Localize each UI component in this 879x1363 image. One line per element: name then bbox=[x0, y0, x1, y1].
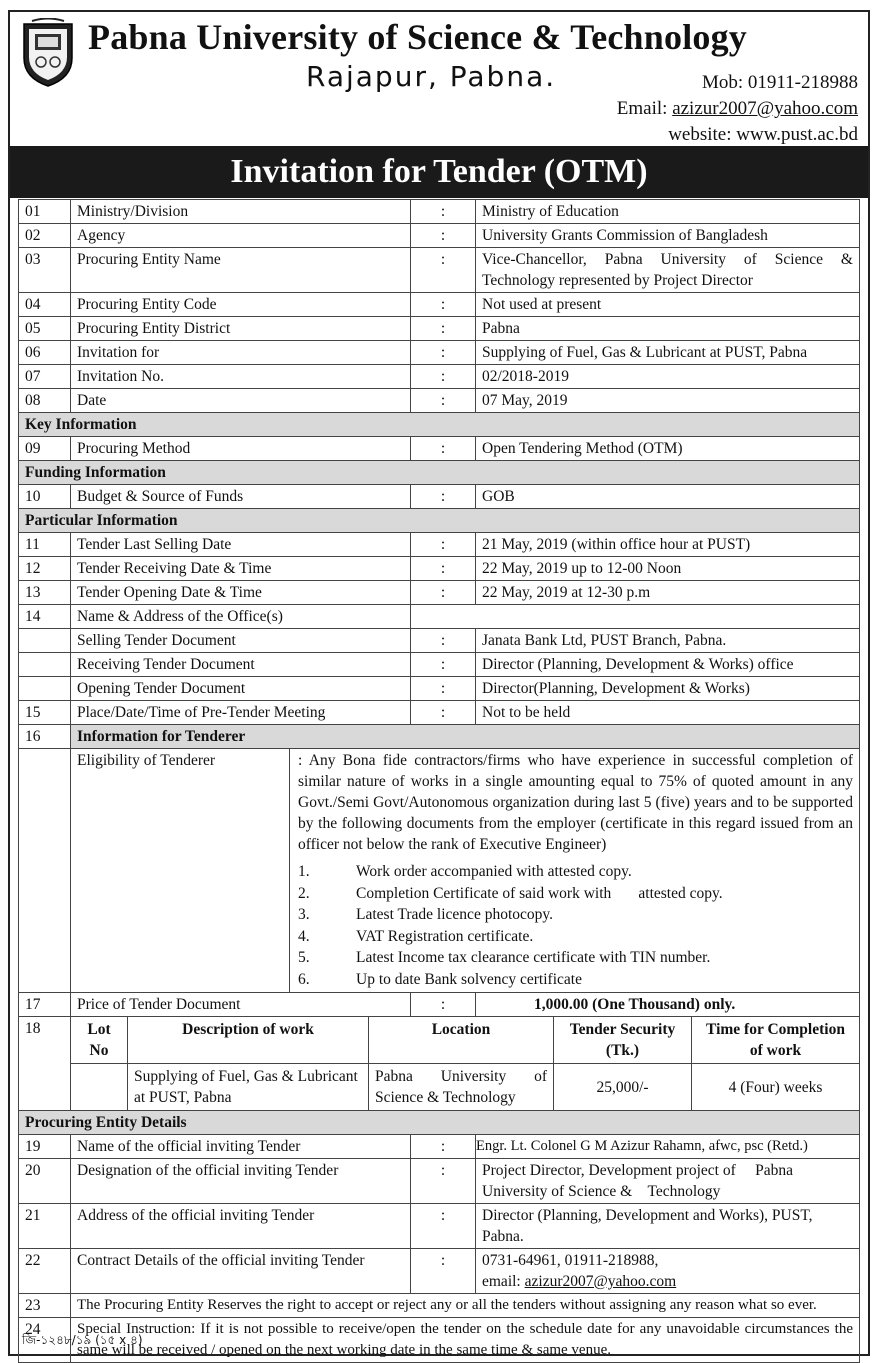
empty-cell bbox=[19, 677, 71, 701]
list-item bbox=[298, 861, 853, 883]
colon: : bbox=[411, 533, 476, 557]
colon: : bbox=[411, 200, 476, 224]
table-row bbox=[19, 317, 860, 341]
table-row bbox=[19, 993, 860, 1017]
row-number: 19 bbox=[19, 1135, 71, 1159]
row-number: 24 bbox=[19, 1318, 71, 1363]
colon: : bbox=[411, 293, 476, 317]
row-label: Contract Details of the official inviting Tender bbox=[71, 1249, 411, 1294]
colon: : bbox=[411, 437, 476, 461]
row-label: Selling Tender Document bbox=[71, 629, 411, 653]
table-row bbox=[19, 341, 860, 365]
row-value: Open Tendering Method (OTM) bbox=[476, 437, 860, 461]
colon: : bbox=[411, 1204, 476, 1249]
work-location: Pabna University of Science & Technology bbox=[369, 1064, 554, 1111]
row-value bbox=[476, 1249, 860, 1294]
row-number: 09 bbox=[19, 437, 71, 461]
row-value: Director (Planning, Development & Works) office bbox=[476, 653, 860, 677]
list-item bbox=[298, 883, 853, 905]
row-label: Tender Last Selling Date bbox=[71, 533, 411, 557]
row-number: 05 bbox=[19, 317, 71, 341]
section-header bbox=[19, 1111, 860, 1135]
list-text: Work order accompanied with attested copy. bbox=[356, 863, 632, 880]
row-value: Pabna bbox=[476, 317, 860, 341]
row-label: Date bbox=[71, 389, 411, 413]
colon: : bbox=[411, 557, 476, 581]
table-row bbox=[19, 605, 860, 629]
row-value: Vice-Chancellor, Pabna University of Science & Technology represented by Project Director bbox=[476, 248, 860, 293]
email-label: Email: bbox=[616, 98, 673, 119]
lot-number bbox=[71, 1064, 128, 1111]
publication-code: জি-১২৪৮/১৯ (১৫ x ৪) bbox=[22, 1333, 143, 1347]
colon: : bbox=[411, 993, 476, 1017]
table-row bbox=[19, 1249, 860, 1294]
completion-time: 4 (Four) weeks bbox=[692, 1064, 860, 1111]
list-number: 1. bbox=[298, 863, 310, 880]
table-row bbox=[19, 389, 860, 413]
row-number: 22 bbox=[19, 1249, 71, 1294]
email-link[interactable]: azizur2007@yahoo.com bbox=[524, 1273, 677, 1290]
colon: : bbox=[411, 1249, 476, 1294]
row-value: Director (Planning, Development and Works), PUST, Pabna. bbox=[476, 1204, 860, 1249]
section-title: Procuring Entity Details bbox=[19, 1111, 860, 1135]
list-number: 6. bbox=[298, 970, 310, 988]
column-header: Lot No bbox=[71, 1017, 128, 1064]
lot-table bbox=[71, 1017, 859, 1110]
list-number: 2. bbox=[298, 884, 310, 902]
row-value: 02/2018-2019 bbox=[476, 365, 860, 389]
empty-cell bbox=[19, 629, 71, 653]
row-number: 02 bbox=[19, 224, 71, 248]
row-value: Supplying of Fuel, Gas & Lubricant at PUST, Pabna bbox=[476, 341, 860, 365]
work-description: Supplying of Fuel, Gas & Lubricant at PUST, Pabna bbox=[128, 1064, 369, 1111]
row-label: Name of the official inviting Tender bbox=[71, 1135, 411, 1159]
list-number: 5. bbox=[298, 949, 310, 966]
table-row bbox=[19, 485, 860, 509]
lot-header-row bbox=[71, 1017, 859, 1064]
row-label: Ministry/Division bbox=[71, 200, 411, 224]
column-header: Location bbox=[369, 1017, 554, 1064]
row-number: 23 bbox=[19, 1294, 71, 1318]
table-row bbox=[19, 581, 860, 605]
row-number: 04 bbox=[19, 293, 71, 317]
list-number: 3. bbox=[298, 906, 310, 923]
row-label: Place/Date/Time of Pre-Tender Meeting bbox=[71, 701, 411, 725]
list-text: Latest Trade licence photocopy. bbox=[356, 906, 553, 923]
row-number: 18 bbox=[19, 1017, 71, 1111]
row-value: University Grants Commission of Bangladesh bbox=[476, 224, 860, 248]
table-row bbox=[19, 1294, 860, 1318]
colon: : bbox=[411, 341, 476, 365]
contact-email bbox=[482, 1271, 853, 1292]
table-row bbox=[19, 677, 860, 701]
row-label: Opening Tender Document bbox=[71, 677, 411, 701]
eligibility-text: : Any Bona fide contractors/firms who have experience in successful completion of similar nature of works in a single amounting equal to 75% of quoted amount in any Govt./Semi Govt/Autonomous organization during last 5 (five) years and to be supported by the following documents from the employer (certificate in this regard issued from an officer not below the rank of Executive Engineer) bbox=[298, 752, 853, 853]
table-row bbox=[19, 293, 860, 317]
email-line bbox=[617, 96, 858, 122]
colon: : bbox=[411, 581, 476, 605]
row-label: Price of Tender Document bbox=[71, 993, 411, 1017]
row-number: 14 bbox=[19, 605, 71, 629]
row-number: 12 bbox=[19, 557, 71, 581]
colon: : bbox=[411, 677, 476, 701]
list-text: Completion Certificate of said work with attested copy. bbox=[356, 884, 723, 902]
colon: : bbox=[411, 248, 476, 293]
colon: : bbox=[411, 317, 476, 341]
row-number: 21 bbox=[19, 1204, 71, 1249]
table-row bbox=[19, 1135, 860, 1159]
row-value: Janata Bank Ltd, PUST Branch, Pabna. bbox=[476, 629, 860, 653]
list-item bbox=[298, 969, 853, 991]
row-number: 15 bbox=[19, 701, 71, 725]
lot-cell bbox=[71, 1017, 860, 1111]
section-header bbox=[19, 461, 860, 485]
list-text: Up to date Bank solvency certificate bbox=[356, 970, 582, 988]
table-row bbox=[19, 749, 860, 993]
row-value: Ministry of Education bbox=[476, 200, 860, 224]
row-number: 08 bbox=[19, 389, 71, 413]
row-label: Budget & Source of Funds bbox=[71, 485, 411, 509]
table-row bbox=[19, 200, 860, 224]
phone-numbers: 0731-64961, 01911-218988, bbox=[482, 1252, 659, 1269]
eligibility-body bbox=[290, 749, 860, 992]
row-number: 16 bbox=[19, 725, 71, 749]
tender-notice bbox=[8, 10, 870, 1356]
row-value: 21 May, 2019 (within office hour at PUST) bbox=[476, 533, 860, 557]
university-address: Rajapur, Pabna. bbox=[306, 60, 557, 93]
university-name: Pabna University of Science & Technology bbox=[88, 17, 748, 57]
row-number: 20 bbox=[19, 1159, 71, 1204]
row-value: 07 May, 2019 bbox=[476, 389, 860, 413]
empty-cell bbox=[19, 653, 71, 677]
list-text: VAT Registration certificate. bbox=[356, 927, 534, 945]
list-item bbox=[298, 947, 853, 969]
header bbox=[10, 12, 868, 146]
colon: : bbox=[411, 224, 476, 248]
row-value: 22 May, 2019 at 12-30 p.m bbox=[476, 581, 860, 605]
list-number: 4. bbox=[298, 927, 310, 945]
eligibility-cell bbox=[71, 749, 860, 993]
row-number: 11 bbox=[19, 533, 71, 557]
table-row bbox=[19, 725, 860, 749]
colon: : bbox=[411, 1159, 476, 1204]
row-label: Procuring Entity Code bbox=[71, 293, 411, 317]
row-text: Special Instruction: If it is not possible to receive/open the tender on the schedule date for any unavoidable circumstances the same will be received / opened on the next working date in the same time & same venue. bbox=[71, 1318, 860, 1363]
row-text: The Procuring Entity Reserves the right to accept or reject any or all the tenders without assigning any reason what so ever. bbox=[71, 1294, 860, 1318]
table-row bbox=[19, 701, 860, 725]
colon: : bbox=[411, 389, 476, 413]
row-number: 06 bbox=[19, 341, 71, 365]
university-logo-icon bbox=[20, 18, 76, 88]
row-label: Invitation for bbox=[71, 341, 411, 365]
row-value: Engr. Lt. Colonel G M Azizur Rahamn, afwc, psc (Retd.) bbox=[476, 1135, 860, 1159]
row-label: Tender Receiving Date & Time bbox=[71, 557, 411, 581]
row-value: Not used at present bbox=[476, 293, 860, 317]
row-label: Designation of the official inviting Tender bbox=[71, 1159, 411, 1204]
colon: : bbox=[411, 1135, 476, 1159]
section-title: Information for Tenderer bbox=[71, 725, 860, 749]
colon: : bbox=[411, 653, 476, 677]
table-row bbox=[19, 365, 860, 389]
table-row bbox=[19, 653, 860, 677]
row-number: 07 bbox=[19, 365, 71, 389]
email-label: email: bbox=[482, 1273, 525, 1290]
table-row bbox=[19, 1204, 860, 1249]
colon: : bbox=[411, 485, 476, 509]
table-row bbox=[19, 1017, 860, 1111]
row-number: 03 bbox=[19, 248, 71, 293]
row-value: 22 May, 2019 up to 12-00 Noon bbox=[476, 557, 860, 581]
email-link[interactable]: azizur2007@yahoo.com bbox=[672, 98, 858, 119]
eligibility-table bbox=[71, 749, 859, 992]
website[interactable]: website: www.pust.ac.bd bbox=[668, 124, 858, 145]
row-label: Name & Address of the Office(s) bbox=[71, 605, 411, 629]
row-label: Invitation No. bbox=[71, 365, 411, 389]
table-row bbox=[19, 1318, 860, 1363]
table-row bbox=[19, 248, 860, 293]
row-label: Tender Opening Date & Time bbox=[71, 581, 411, 605]
row-number: 10 bbox=[19, 485, 71, 509]
row-label: Procuring Entity District bbox=[71, 317, 411, 341]
lot-data-row bbox=[71, 1064, 859, 1111]
contact-block bbox=[617, 70, 858, 148]
row-value: 1,000.00 (One Thousand) only. bbox=[476, 993, 860, 1017]
row-value: Not to be held bbox=[476, 701, 860, 725]
row-label: Receiving Tender Document bbox=[71, 653, 411, 677]
table-row bbox=[19, 437, 860, 461]
table-row bbox=[19, 533, 860, 557]
row-label: Procuring Entity Name bbox=[71, 248, 411, 293]
page-title: Invitation for Tender (OTM) bbox=[10, 146, 868, 198]
table-row bbox=[19, 557, 860, 581]
list-item bbox=[298, 904, 853, 926]
colon: : bbox=[411, 701, 476, 725]
list-item bbox=[298, 926, 853, 948]
tender-table bbox=[18, 199, 860, 1363]
row-value: Project Director, Development project of Pabna University of Science & Technology bbox=[476, 1159, 860, 1204]
section-title: Key Information bbox=[19, 413, 860, 437]
list-text: Latest Income tax clearance certificate with TIN number. bbox=[356, 949, 711, 966]
colon: : bbox=[411, 365, 476, 389]
row-number: 01 bbox=[19, 200, 71, 224]
section-title: Particular Information bbox=[19, 509, 860, 533]
section-header bbox=[19, 413, 860, 437]
empty-cell bbox=[411, 605, 860, 629]
table-row bbox=[19, 224, 860, 248]
row-label: Procuring Method bbox=[71, 437, 411, 461]
row-label: Agency bbox=[71, 224, 411, 248]
row-number: 17 bbox=[19, 993, 71, 1017]
column-header: Description of work bbox=[128, 1017, 369, 1064]
table-row bbox=[19, 629, 860, 653]
mobile-number: Mob: 01911-218988 bbox=[701, 72, 858, 93]
row-label: Eligibility of Tenderer bbox=[71, 749, 290, 992]
row-label: Address of the official inviting Tender bbox=[71, 1204, 411, 1249]
section-title: Funding Information bbox=[19, 461, 860, 485]
section-header bbox=[19, 509, 860, 533]
row-number: 13 bbox=[19, 581, 71, 605]
colon: : bbox=[411, 629, 476, 653]
row-value: Director(Planning, Development & Works) bbox=[476, 677, 860, 701]
tender-security: 25,000/- bbox=[554, 1064, 692, 1111]
row-value: GOB bbox=[476, 485, 860, 509]
column-header: Tender Security (Tk.) bbox=[554, 1017, 692, 1064]
table-row bbox=[19, 1159, 860, 1204]
document-list bbox=[298, 861, 853, 990]
column-header: Time for Completion of work bbox=[692, 1017, 860, 1064]
empty-cell bbox=[19, 749, 71, 993]
